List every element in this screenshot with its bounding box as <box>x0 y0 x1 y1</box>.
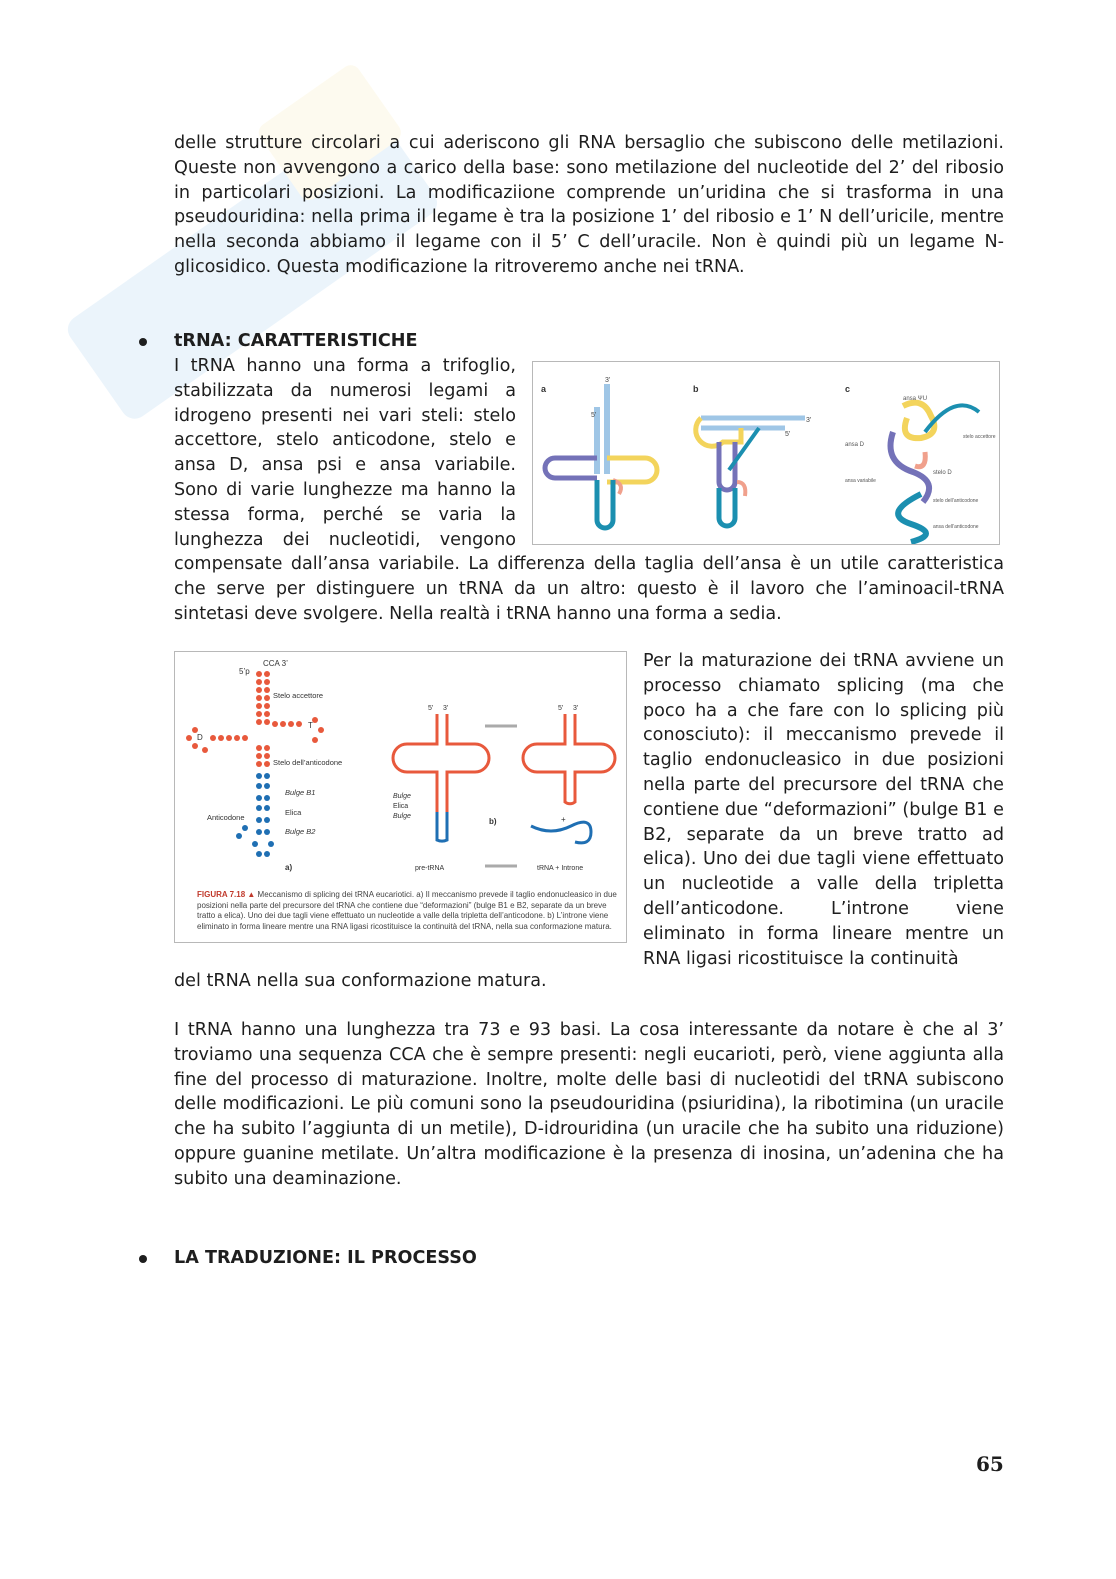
svg-text:ansa dell’anticodone: ansa dell’anticodone <box>933 524 979 530</box>
svg-text:3’: 3’ <box>573 705 579 712</box>
splicing-paragraph-continuation: del tRNA nella sua conformazione matura. <box>174 971 547 991</box>
svg-text:5’: 5’ <box>591 412 597 419</box>
svg-text:Stelo accettore: Stelo accettore <box>273 691 324 700</box>
svg-text:tRNA + Introne: tRNA + Introne <box>537 865 584 872</box>
svg-text:5’: 5’ <box>785 431 791 438</box>
svg-text:5’p: 5’p <box>239 667 250 676</box>
svg-text:5’: 5’ <box>428 705 434 712</box>
svg-text:Anticodone: Anticodone <box>207 813 245 822</box>
svg-text:+: + <box>561 815 566 824</box>
svg-text:b): b) <box>489 817 497 826</box>
bullet <box>139 1255 147 1263</box>
splicing-paragraph: Per la maturazione dei tRNA avviene un processo chiamato splicing (ma che poco ha a che fare con lo splicing più conosciuto): il meccanismo prevede il taglio endonucleasico in due posizioni nella parte del precursore del tRNA che contiene due “deformazioni” (bulge B1 e B2, separate da un breve tratto ad elica). Uno dei due tagli viene effettuato un nucleotide a valle della tripletta dell’anticodone. L’introne viene eliminato in forma lineare mentre un RNA ligasi ricostituisce la continuità <box>643 651 1004 969</box>
svg-text:3’: 3’ <box>605 377 611 384</box>
svg-text:a): a) <box>285 863 293 872</box>
figure-trna-splicing <box>174 651 627 943</box>
svg-text:ansa variabile: ansa variabile <box>845 478 876 484</box>
panel-label-b: b <box>693 384 699 394</box>
svg-text:Bulge: Bulge <box>393 793 411 800</box>
svg-text:stelo accettore: stelo accettore <box>963 434 996 440</box>
svg-text:stelo D: stelo D <box>933 470 952 476</box>
svg-text:Bulge B2: Bulge B2 <box>285 827 316 836</box>
svg-text:Elica: Elica <box>393 803 409 810</box>
panel-label-c: c <box>845 384 851 394</box>
svg-text:3’: 3’ <box>806 417 812 424</box>
splicing-diagram <box>175 652 627 892</box>
bullet <box>139 338 147 346</box>
section-heading-trna-caratteristiche: tRNA: CARATTERISTICHE <box>174 331 418 351</box>
svg-text:5’: 5’ <box>558 705 564 712</box>
svg-text:Elica: Elica <box>285 808 302 817</box>
svg-text:Stelo dell’anticodone: Stelo dell’anticodone <box>273 758 343 767</box>
svg-text:ansa ΨU: ansa ΨU <box>903 396 928 402</box>
svg-text:Bulge B1: Bulge B1 <box>285 788 316 797</box>
svg-text:3’: 3’ <box>443 705 449 712</box>
intro-paragraph: delle strutture circolari a cui aderiscono gli RNA bersaglio che subiscono delle metilazioni. Queste non avvengono a carico della base: sono metilazione del nucleotide del 2’ del ribosio in particolari posizioni. La modificaziione comprende un’uridina che si trasforma in una pseudouridina: nella prima il legame è tra la posizione 1’ del ribosio e 1’ N dell’uricile, mentre nella seconda abbiamo il legame con il 5’ C dell’uracile. Non è quindi più un legame N-glicosidico. Questa modificazione la ritroveremo anche nei tRNA. <box>174 133 1004 277</box>
svg-text:T: T <box>308 721 313 730</box>
page-number: 65 <box>976 1452 1004 1476</box>
trna-diagram <box>533 362 1000 545</box>
svg-text:Bulge: Bulge <box>393 813 411 820</box>
trna-length-paragraph: I tRNA hanno una lunghezza tra 73 e 93 basi. La cosa interessante da notare è che al 3’ troviamo una sequenza CCA che è sempre presenti: negli eucarioti, però, viene aggiunta alla fine del processo di maturazione. Inoltre, molte delle basi di nucleotidi del tRNA subiscono delle modificazioni. Le più comuni sono la pseudouridina (psiuridina), la ribotimina (un uracile che ha subito l’aggiunta di un metile), D-idrouridina (un uracile che ha subito una riduzione) oppure guanine metilate. Un’altra modificazione è la presenza di inosina, un’adenina che ha subito una deaminazione. <box>174 1020 1004 1189</box>
figure-trna-cloverleaf <box>532 361 1000 545</box>
trna-features-text: I tRNA hanno una forma a trifoglio, stabilizzata da numerosi legami a idrogeno presenti nei vari steli: stelo accettore, stelo anticodone, stelo e ansa D, ansa psi e ansa variabile. Sono di varie lunghezze ma hanno la stessa forma, perché se varia la lunghezza dei nucleotidi, vengono compensate dall’ansa variabile. La differenza della taglia dell’ansa è un utile caratteristica che serve per distinguere un tRNA da un altro: questo è il lavoro che l’aminoacil-tRNA sintetasi deve svolgere. Nella realtà i tRNA hanno una forma a sedia. <box>174 356 1004 624</box>
svg-text:ansa D: ansa D <box>845 442 865 448</box>
svg-text:D: D <box>197 733 203 742</box>
figure-caption: FIGURA 7.18 ▲ Meccanismo di splicing dei tRNA eucariotici. a) Il meccanismo prevede il taglio endonucleasico in due posizioni nella parte del precursore del tRNA che contiene due “deformazioni” (bulge B1 e B2, separate da un breve tratto a elica). Uno dei due tagli viene effettuato un nucleotide a valle della tripletta dell’anticodone. b) L’introne viene eliminato in forma lineare mentre una RNA ligasi ricostituisce la continuità del tRNA, nella sua conformazione matura. <box>197 890 617 931</box>
svg-text:stelo dell’anticodone: stelo dell’anticodone <box>933 498 979 504</box>
panel-label-a: a <box>541 384 547 394</box>
svg-text:CCA 3’: CCA 3’ <box>263 659 288 668</box>
section-heading-traduzione: LA TRADUZIONE: IL PROCESSO <box>174 1248 477 1268</box>
svg-text:pre-tRNA: pre-tRNA <box>415 865 445 872</box>
